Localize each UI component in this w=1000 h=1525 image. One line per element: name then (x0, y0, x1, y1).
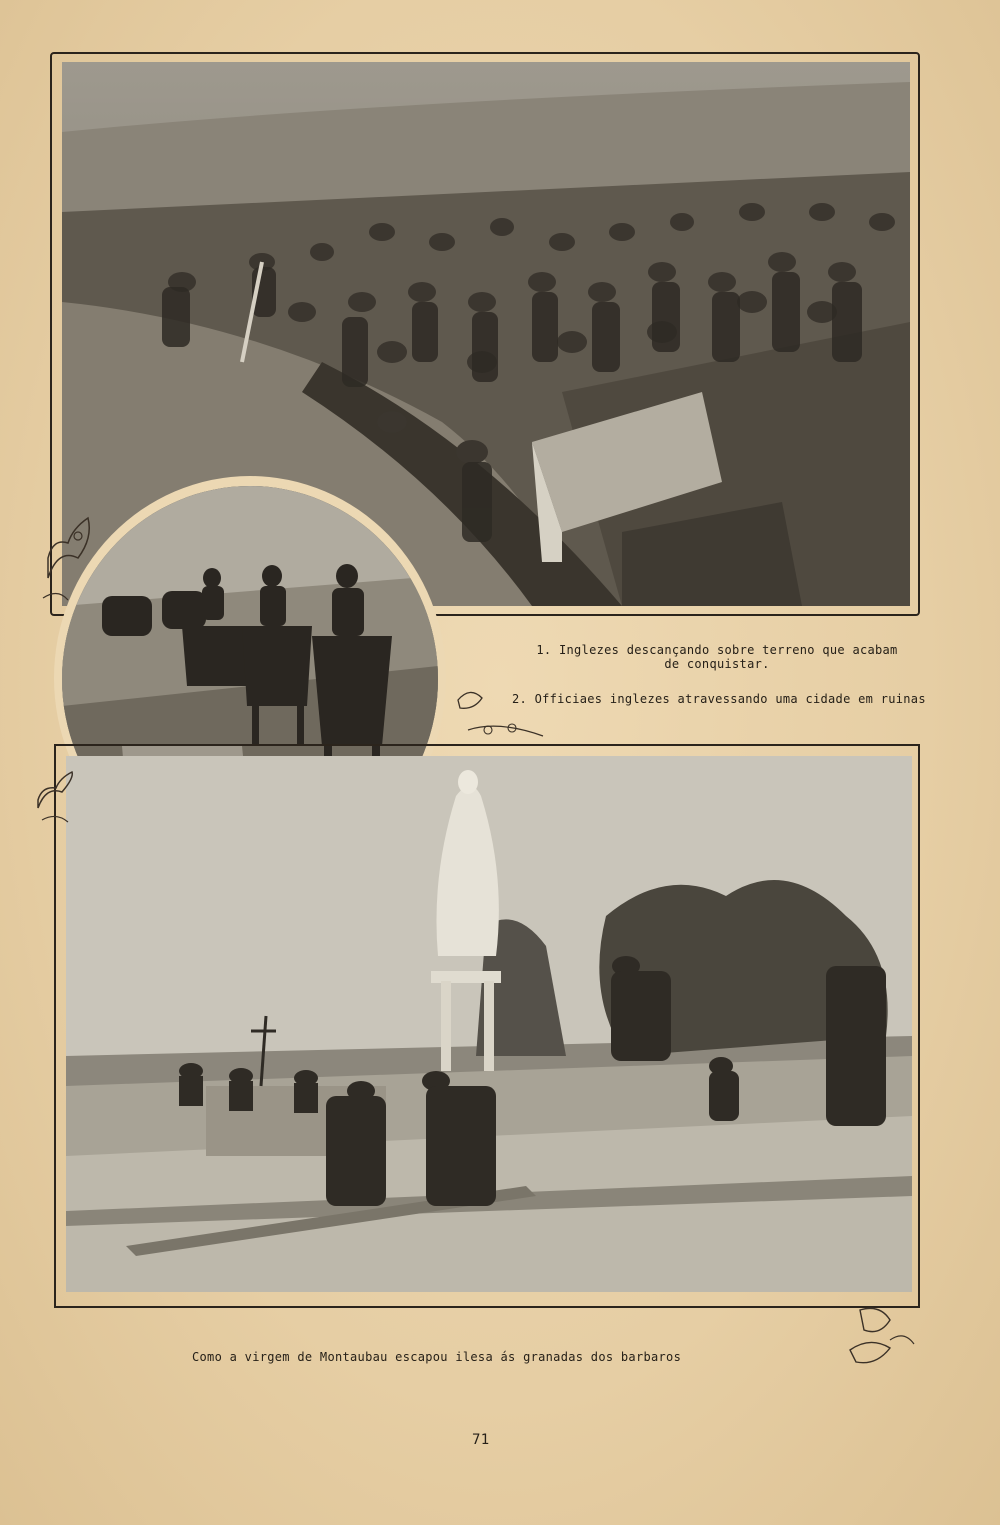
bird-ornament-icon (32, 768, 80, 828)
caption-photo-1: 1. Inglezes descançando sobre terreno que acabam de conquistar. (536, 643, 898, 671)
caption-photo-3: Como a virgem de Montaubau escapou ilesa ás granadas dos barbaros (192, 1350, 682, 1364)
floral-ornament-icon (840, 1300, 920, 1380)
caption-photo-2: 2. Officiaes inglezes atravessando uma cidade em ruinas (512, 692, 926, 706)
page-number: 71 (472, 1432, 490, 1448)
floral-ornament-icon (448, 680, 548, 744)
bird-ornament-icon (38, 508, 98, 608)
photo-virgin-statue-ruins (66, 756, 912, 1292)
